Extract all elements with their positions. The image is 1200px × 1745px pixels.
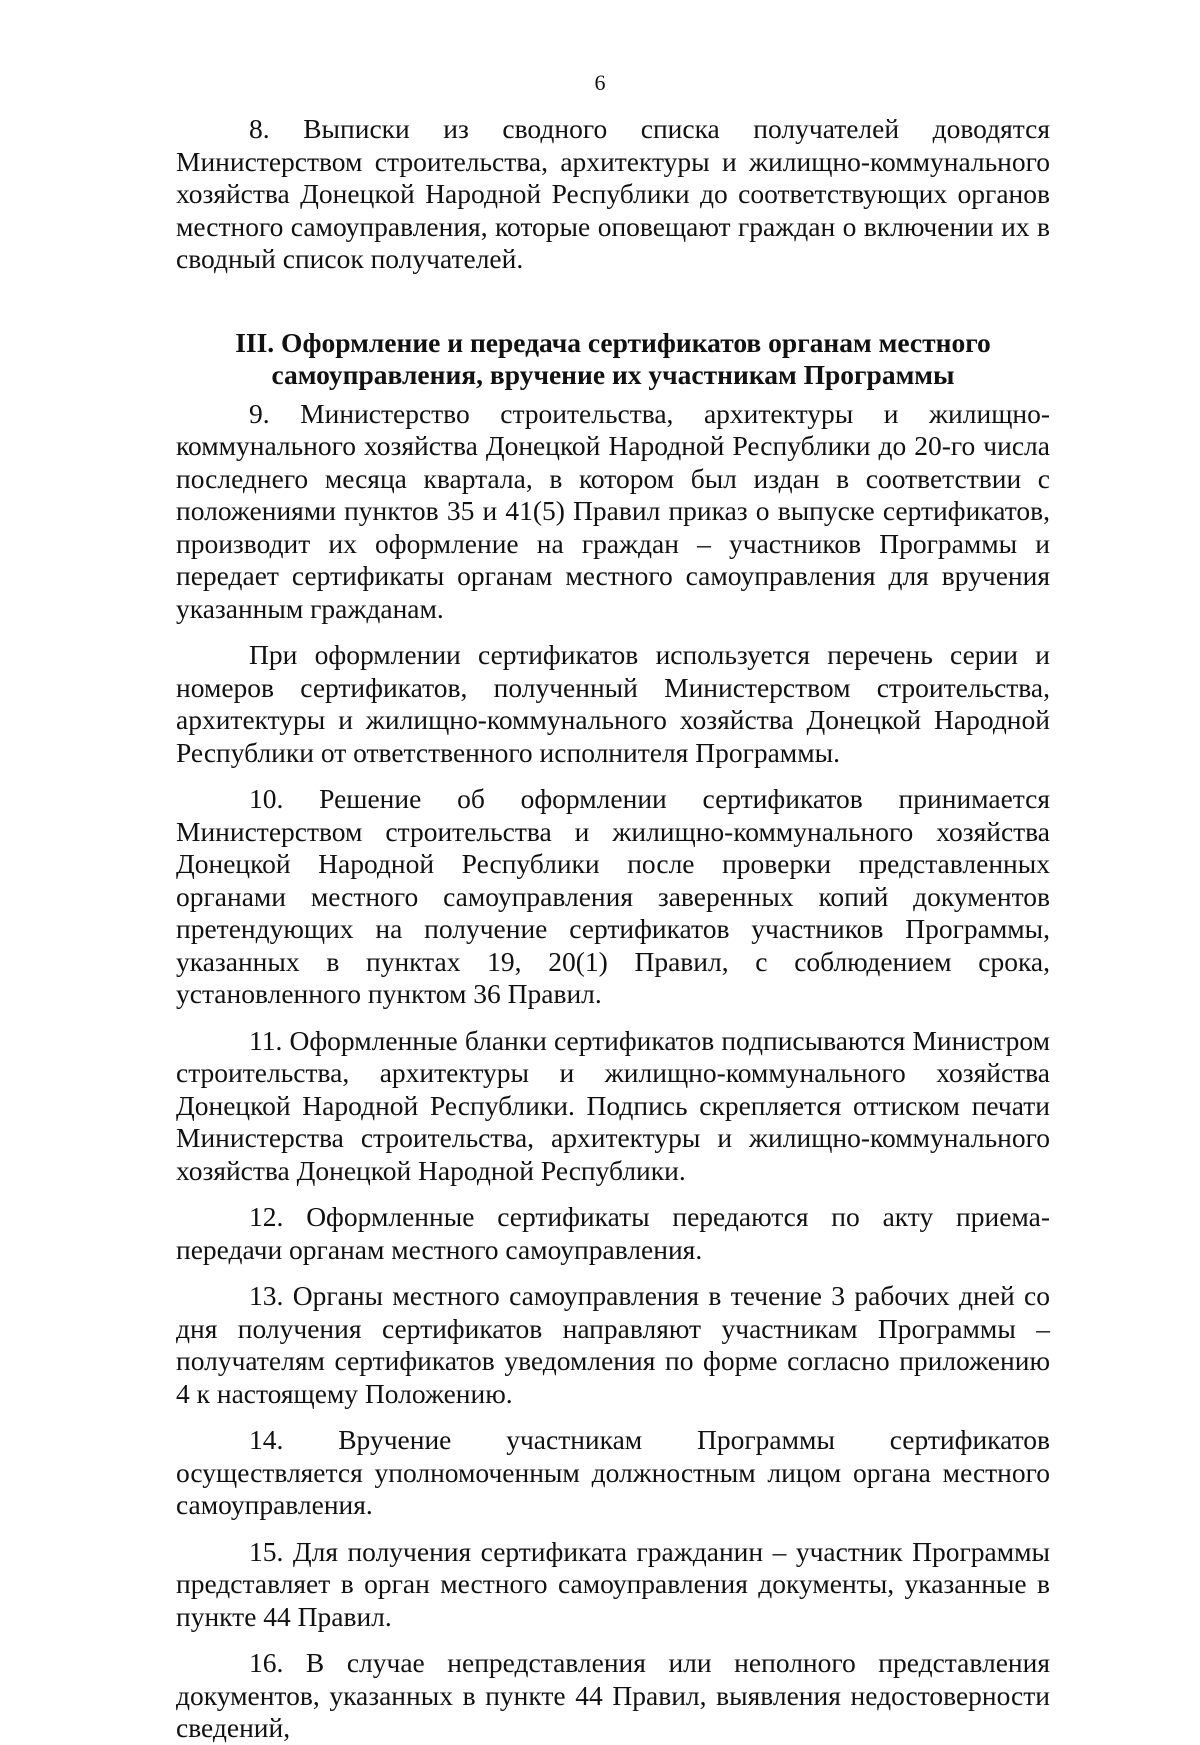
page-number: 6 xyxy=(594,70,606,95)
paragraph-9: 9. Министерство строительства, архитектуры и жилищно-коммунального хозяйства Донецкой Народной Республики до 20-го числа последнего месяца квартала, в котором был издан в соответствии с положениями пунктов 35 и 41(5) Правил приказ о выпуске сертификатов, производит их оформление на граждан – участников Программы и передает сертификаты органам местного самоуправления для вручения указанным гражданам. xyxy=(176,397,1050,624)
paragraph-16: 16. В случае непредставления или неполного представления документов, указанных в пункте 44 Правил, выявления недостоверности сведений, xyxy=(176,1647,1050,1743)
paragraph-13: 13. Органы местного самоуправления в течение 3 рабочих дней со дня получения сертификатов направляют участникам Программы – получателям сертификатов уведомления по форме согласно приложению 4 к настоящему Положению. xyxy=(176,1280,1050,1409)
document-body xyxy=(176,113,1050,1745)
section-title-line-1: III. Оформление и передача сертификатов органам местного xyxy=(235,326,991,358)
paragraph-12: 12. Оформленные сертификаты передаются по акту приема-передачи органам местного самоуправления. xyxy=(176,1201,1050,1265)
paragraph-15: 15. Для получения сертификата гражданин – участник Программы представляет в орган местного самоуправления документы, указанные в пункте 44 Правил. xyxy=(176,1535,1050,1632)
paragraph-14: 14. Вручение участникам Программы сертификатов осуществляется уполномоченным должностным лицом органа местного самоуправления. xyxy=(176,1424,1050,1520)
paragraph-11: 11. Оформленные бланки сертификатов подписываются Министром строительства, архитектуры и жилищно-коммунального хозяйства Донецкой Народной Республики. Подпись скрепляется оттиском печати Министерства строительства, архитектуры и жилищно-коммунального хозяйства Донецкой Народной Республики. xyxy=(176,1024,1050,1186)
paragraph-8: 8. Выписки из сводного списка получателей доводятся Министерством строительства, архитектуры и жилищно-коммунального хозяйства Донецкой Народной Республики до соответствующих органов местного самоуправления, которые оповещают граждан о включении их в сводный список получателей. xyxy=(176,113,1050,274)
paragraph-9-continued: При оформлении сертификатов используется перечень серии и номеров сертификатов, полученный Министерством строительства, архитектуры и жилищно-коммунального хозяйства Донецкой Народной Республики от ответственного исполнителя Программы. xyxy=(176,639,1050,768)
section-title xyxy=(176,327,1050,392)
paragraph-10: 10. Решение об оформлении сертификатов принимается Министерством строительства и жилищно-коммунального хозяйства Донецкой Народной Республики после проверки представленных органами местного самоуправления заверенных копий документов претендующих на получение сертификатов участников Программы, указанных в пунктах 19, 20(1) Правил, с соблюдением срока, установленного пунктом 36 Правил. xyxy=(176,783,1050,1009)
section-title-line-2: самоуправления, вручение их участникам Программы xyxy=(271,359,955,390)
